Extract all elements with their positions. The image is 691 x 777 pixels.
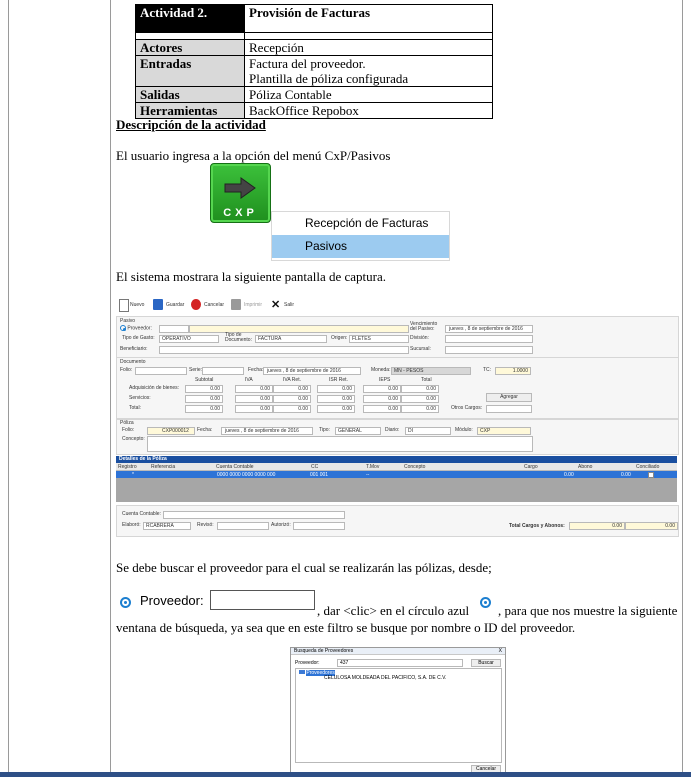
arrow-right-icon <box>223 177 257 199</box>
fecha-label: Fecha: <box>248 367 264 373</box>
tree-root[interactable]: Proveedores <box>299 670 335 676</box>
dialog-tree <box>295 668 502 763</box>
tipo-documento-select[interactable]: FACTURA <box>255 335 327 343</box>
total-abonos: 0.00 <box>625 522 678 530</box>
moneda-label: Moneda: <box>371 367 391 373</box>
herramientas-value: BackOffice Repobox <box>245 103 493 119</box>
entradas-key: Entradas <box>136 56 245 87</box>
detalles-row[interactable]: * 0000 0000 0000 0000 000 001 001 -- 0.00 0.00 <box>116 471 677 478</box>
amount-field[interactable]: 0.00 <box>363 405 401 413</box>
amount-field[interactable]: 0.00 <box>273 385 311 393</box>
tree-item-provider[interactable]: CELULOSA MOLDEADA DEL PACIFICO, S.A. DE C.V. <box>324 675 447 681</box>
poliza-panel <box>116 419 679 455</box>
search-circle-icon-inline-2[interactable] <box>480 593 491 611</box>
tipo-gasto-select[interactable]: OPERATIVO <box>159 335 219 343</box>
amount-field[interactable]: 0.00 <box>185 385 223 393</box>
herramientas-key: Herramientas <box>136 103 245 119</box>
menu-item-pasivos[interactable]: Pasivos <box>272 235 449 258</box>
paragraph-menu: El usuario ingresa a la opción del menú CxP/Pasivos <box>116 148 391 163</box>
col-total: Total <box>421 377 432 383</box>
col-subtotal: Subtotal <box>195 377 214 383</box>
dialog-close-icon[interactable]: X <box>498 648 502 654</box>
elaboro-label: Elaboró: <box>122 522 141 528</box>
proveedor-inline-input[interactable] <box>210 590 315 610</box>
folio-input[interactable] <box>135 367 187 375</box>
amount-field[interactable]: 0.00 <box>235 395 273 403</box>
toolbar-imprimir[interactable]: Imprimir <box>244 302 263 308</box>
proveedor-instruction-mid: , dar <clic> en el círculo azul <box>317 603 470 618</box>
close-icon[interactable]: ✕ <box>271 299 281 311</box>
dialog-cancelar-button[interactable]: Cancelar <box>471 765 501 773</box>
print-icon[interactable] <box>231 299 241 310</box>
activity-table <box>135 4 493 119</box>
page-frame-left <box>8 0 9 777</box>
vencimiento-label: Vencimiento del Pasivo: <box>410 321 438 332</box>
amount-field[interactable]: 0.00 <box>317 395 355 403</box>
proveedor-instruction-line2: ventana de búsqueda, ya sea que en este filtro se busque por nombre o ID del proveedor. <box>116 620 576 635</box>
amount-field[interactable]: 0.00 <box>235 405 273 413</box>
pasivo-panel <box>116 316 679 358</box>
col-iva: IVA <box>245 377 253 383</box>
vencimiento-select[interactable]: jueves , 8 de septiembre de 2016 <box>445 325 533 333</box>
page-frame-right <box>682 0 683 777</box>
row-servicios-label: Servicios: <box>129 395 151 401</box>
cxp-icon-label: CXP <box>223 207 258 219</box>
agregar-button[interactable]: Agregar <box>486 393 532 402</box>
actores-key: Actores <box>136 40 245 56</box>
amount-field[interactable]: 0.00 <box>401 395 439 403</box>
moneda-select[interactable]: MN - PESOS <box>391 367 471 375</box>
serie-label: Serie: <box>189 367 203 373</box>
capture-toolbar <box>116 297 677 313</box>
provider-search-dialog <box>290 647 506 773</box>
division-select[interactable] <box>445 335 533 343</box>
tc-input[interactable]: 1.0000 <box>495 367 531 375</box>
reviso-input[interactable] <box>217 522 269 530</box>
origen-select[interactable]: FLETES <box>349 335 409 343</box>
documento-title: Documento <box>120 359 146 365</box>
toolbar-nuevo[interactable]: Nuevo <box>130 302 145 308</box>
tipo-documento-label: Tipo de Documento: <box>225 332 252 343</box>
salidas-value: Póliza Contable <box>245 87 493 103</box>
beneficiario-input[interactable] <box>159 346 409 354</box>
amount-field[interactable]: 0.00 <box>185 395 223 403</box>
detalles-columns: Registro Referencia Cuenta Contable CC T.Mov Concepto Cargo Abono Conciliado <box>116 463 677 471</box>
poliza-diario-select[interactable]: DI <box>405 427 451 435</box>
poliza-title: Póliza <box>120 420 134 426</box>
col-ieps: IEPS <box>379 377 391 383</box>
reviso-label: Revisó: <box>197 522 214 528</box>
dialog-proveedor-input[interactable]: 437 <box>337 659 463 667</box>
footer-panel <box>116 505 679 537</box>
amount-field[interactable]: 0.00 <box>317 405 355 413</box>
detalles-empty-area <box>116 478 677 502</box>
amount-field[interactable]: 0.00 <box>273 405 311 413</box>
serie-input[interactable] <box>202 367 244 375</box>
detalles-header: Detalles de la Póliza <box>116 456 677 463</box>
poliza-folio-value: CXP000012 <box>147 427 195 435</box>
toolbar-salir[interactable]: Salir <box>284 302 295 308</box>
save-icon[interactable] <box>153 299 163 310</box>
pasivo-title: Pasivo <box>120 318 136 324</box>
division-label: División: <box>410 335 429 341</box>
autorizo-label: Autorizó: <box>271 522 291 528</box>
row-adquisicion-label: Adquisición de bienes: <box>129 385 180 391</box>
menu-item-recepcion[interactable]: Recepción de Facturas <box>305 216 429 230</box>
poliza-tipo-select[interactable]: GENERAL <box>335 427 381 435</box>
fecha-select[interactable]: jueves , 8 de septiembre de 2016 <box>263 367 361 375</box>
paragraph-capture: El sistema mostrara la siguiente pantalla de captura. <box>116 269 387 284</box>
dialog-buscar-button[interactable]: Buscar <box>471 659 501 667</box>
poliza-tipo-label: Tipo: <box>319 427 330 433</box>
origen-label: Origen: <box>331 335 348 341</box>
proveedor-inline-label: Proveedor: <box>140 593 204 608</box>
salidas-key: Salidas <box>136 87 245 103</box>
totales-label: Total Cargos y Abonos: <box>509 523 565 529</box>
search-circle-icon[interactable] <box>120 325 126 331</box>
toolbar-cancelar[interactable]: Cancelar <box>204 302 225 308</box>
proveedor-input[interactable] <box>159 325 189 333</box>
amount-field[interactable]: 0.00 <box>235 385 273 393</box>
folder-icon <box>299 670 305 674</box>
paragraph-search: Se debe buscar el proveedor para el cual se realizarán las pólizas, desde; <box>116 560 492 575</box>
sucursal-select[interactable] <box>445 346 533 354</box>
dialog-title-bar: Busqueda de Proveedores X <box>291 648 505 655</box>
entradas-value: Factura del proveedor. Plantilla de póliza configurada <box>245 56 493 87</box>
new-file-icon[interactable] <box>119 299 129 312</box>
cuenta-contable-input[interactable] <box>163 511 345 519</box>
proveedor-instruction-end: , para que nos muestre la siguiente <box>498 603 678 618</box>
col-isr-ret: ISR Ret. <box>329 377 348 383</box>
actores-value: Recepción <box>245 40 493 56</box>
tc-label: TC: <box>483 367 492 373</box>
beneficiario-label: Beneficiario: <box>120 346 148 352</box>
cxp-module-icon[interactable] <box>210 163 271 223</box>
elaboro-input: RCABRERA <box>143 522 191 530</box>
poliza-modulo-value: CXP <box>477 427 531 435</box>
amount-field[interactable]: 0.00 <box>185 405 223 413</box>
capture-screenshot <box>116 297 677 535</box>
amount-field[interactable]: 0.00 <box>317 385 355 393</box>
sucursal-label: Sucursal: <box>410 346 431 352</box>
documento-panel <box>116 357 679 419</box>
proveedor-name <box>189 325 409 333</box>
poliza-fecha-select[interactable]: jueves , 8 de septiembre de 2016 <box>221 427 313 435</box>
amount-field[interactable]: 0.00 <box>363 395 401 403</box>
activity-title-key: Actividad 2. <box>136 5 245 33</box>
page-bottom-bar <box>0 772 691 777</box>
row-total-label: Total: <box>129 405 141 411</box>
amount-field[interactable]: 0.00 <box>363 385 401 393</box>
poliza-concepto-label: Concepto: <box>122 436 145 442</box>
cxp-menu <box>271 211 450 261</box>
poliza-folio-label: Folio: <box>122 427 135 433</box>
amount-field[interactable]: 0.00 <box>273 395 311 403</box>
otros-cargos-label: Otros Cargos: <box>451 405 483 411</box>
cancel-icon[interactable] <box>191 299 201 310</box>
poliza-concepto-input[interactable] <box>147 436 533 452</box>
poliza-diario-label: Diario: <box>385 427 400 433</box>
poliza-modulo-label: Módulo: <box>455 427 473 433</box>
cuenta-contable-label: Cuenta Contable: <box>122 511 161 517</box>
section-heading: Descripción de la actividad <box>116 117 266 132</box>
activity-title-value: Provisión de Facturas <box>245 5 493 33</box>
total-cargos: 0.00 <box>569 522 625 530</box>
poliza-fecha-label: Fecha: <box>197 427 213 433</box>
page-frame-middle <box>110 0 111 777</box>
amount-field[interactable]: 0.00 <box>401 405 439 413</box>
folio-label: Folio: <box>120 367 133 373</box>
proveedor-row: Proveedor: <box>120 325 152 331</box>
toolbar-guardar[interactable]: Guardar <box>166 302 185 308</box>
otros-cargos-input[interactable] <box>486 405 532 413</box>
tipo-gasto-label: Tipo de Gasto: <box>122 335 155 341</box>
autorizo-input[interactable] <box>293 522 345 530</box>
search-circle-icon-inline[interactable] <box>120 593 131 611</box>
amount-field[interactable]: 0.00 <box>401 385 439 393</box>
dialog-proveedor-label: Proveedor: <box>295 660 320 666</box>
col-iva-ret: IVA Ret. <box>283 377 301 383</box>
